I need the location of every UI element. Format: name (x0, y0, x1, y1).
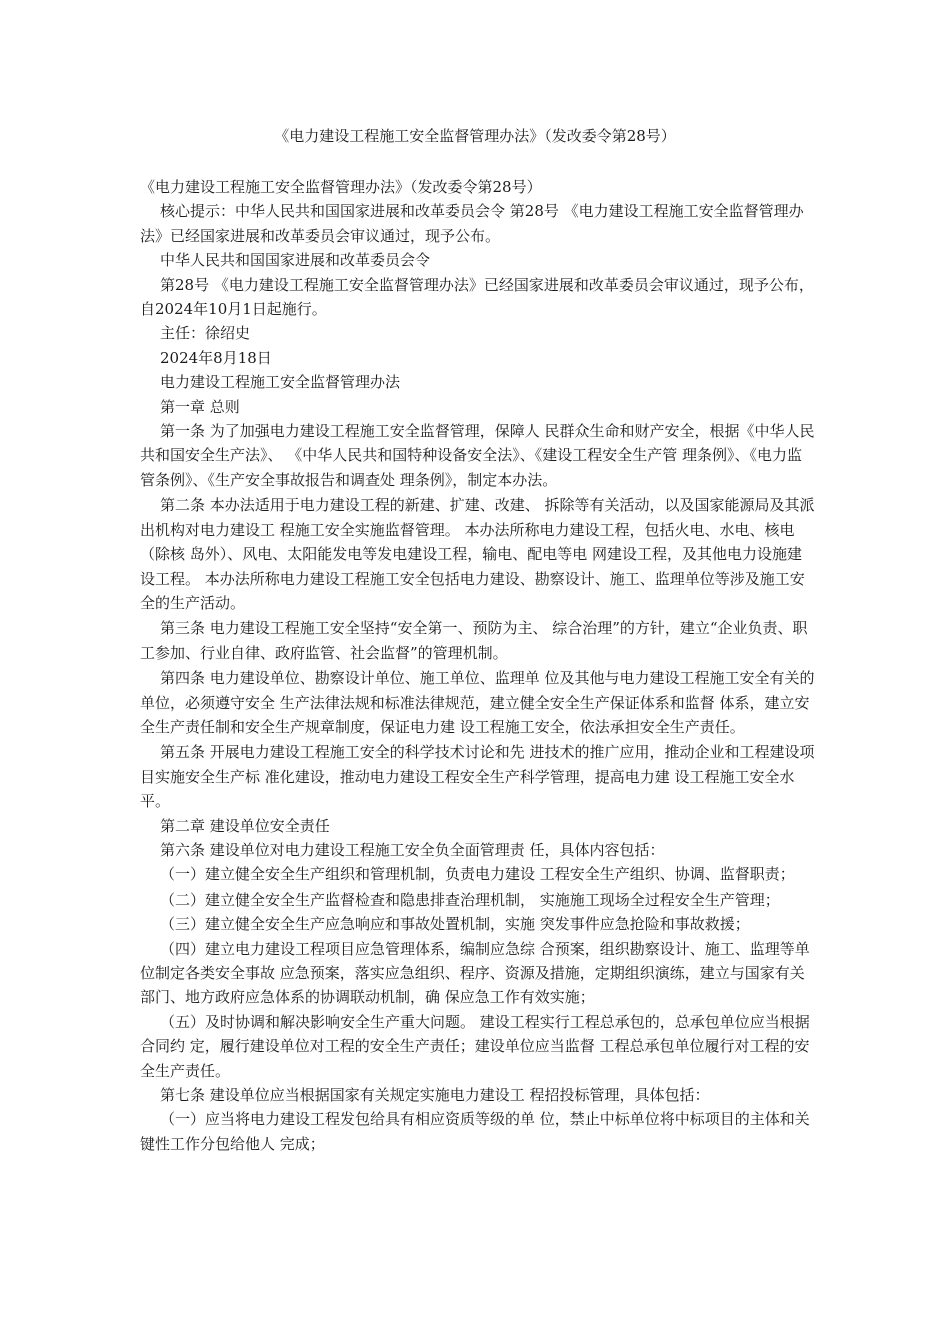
article-5: 第五条 开展电力建设工程施工安全的科学技术讨论和先 进技术的推广应用，推动企业和工程建设项目实施安全生产标 准化建设，推动电力建设工程安全生产科学管理，提高电力建 设工程施工安全水平。 (140, 743, 815, 811)
paragraph-order-number: 第28号 《电力建设工程施工安全监督管理办法》已经国家进展和改革委员会审议通过，现予公布，自2024年10月1日起施行。 (140, 275, 814, 319)
article-7-item-1: （一）应当将电力建设工程发包给具有相应资质等级的单 位，禁止中标单位将中标项目的主体和关键性工作分包给他人 完成； (140, 1110, 810, 1153)
article-2: 第二条 本办法适用于电力建设工程的新建、扩建、改建、 拆除等有关活动，以及国家能源局及其派出机构对电力建设工 程施工安全实施监督管理。 本办法所称电力建设工程，包括火电、水电、核电（除核 岛外）、风电、太阳能发电等发电建设工程，输电、配电等电 网建设工程，及其他电力设施建设工程。 本办法所称电力建设工程施工安全包括电力建设、勘察设计、施工、监理单位等涉及施工安全的生产活动。 (140, 496, 815, 612)
document-body (140, 175, 816, 1156)
paragraph-regulation-title: 电力建设工程施工安全监督管理办法 (160, 373, 401, 392)
article-6-item-3: （三）建立健全安全生产应急响应和事故处置机制，实施 突发事件应急抢险和事故救援； (160, 915, 750, 934)
article-7: 第七条 建设单位应当根据国家有关规定实施电力建设工 程招投标管理，具体包括： (160, 1086, 710, 1105)
article-6: 第六条 建设单位对电力建设工程施工安全负全面管理责 任，具体内容包括： (160, 840, 665, 859)
chapter-heading-2: 第二章 建设单位安全责任 (160, 816, 330, 835)
article-6-item-5: （五）及时协调和解决影响安全生产重大问题。 建设工程实行工程总承包的，总承包单位应当根据合同约 定，履行建设单位对工程的安全生产责任；建设单位应当监督 工程总承包单位履行对工程的安全生产责任。 (140, 1012, 810, 1080)
article-6-item-4: （四）建立电力建设工程项目应急管理体系，编制应急综 合预案，组织勘察设计、施工、监理等单位制定各类安全事故 应急预案，落实应急组织、程序、资源及措施，定期组织演练，建立与国家有关部门、地方政府应急体系的协调联动机制，确 保应急工作有效实施； (140, 939, 810, 1007)
document-title: 《电力建设工程施工安全监督管理办法》（发改委令第28号） (274, 127, 676, 145)
paragraph-date: 2024年8月18日 (160, 348, 272, 367)
chapter-heading-1: 第一章 总则 (160, 397, 240, 416)
paragraph-commission-order: 中华人民共和国国家进展和改革委员会令 (160, 251, 431, 270)
paragraph-heading-repeat: 《电力建设工程施工安全监督管理办法》（发改委令第28号） (140, 178, 542, 196)
article-6-item-2: （二）建立健全安全生产监督检查和隐患排查治理机制， 实施施工现场全过程安全生产管理； (160, 890, 780, 909)
article-1: 第一条 为了加强电力建设工程施工安全监督管理，保障人 民群众生命和财产安全，根据《中华人民共和国安全生产法》、 《中华人民共和国特种设备安全法》、《建设工程安全生产管 理条例》、《电力监管条例》、《生产安全事故报告和调查处 理条例》，制定本办法。 (140, 422, 815, 489)
paragraph-core-tip: 核心提示：中华人民共和国国家进展和改革委员会令 第28号 《电力建设工程施工安全监督管理办法》已经国家进展和改革委员会审议通过，现予公布。 (140, 202, 804, 245)
paragraph-director: 主任：徐绍史 (160, 324, 251, 343)
article-4: 第四条 电力建设单位、勘察设计单位、施工单位、监理单 位及其他与电力建设工程施工安全有关的单位，必须遵守安全 生产法律法规和标准法律规范，建立健全安全生产保证体系和监督 体系，建立安全生产责任制和安全生产规章制度，保证电力建 设工程施工安全，依法承担安全生产责任。 (140, 669, 815, 736)
article-3: 第三条 电力建设工程施工安全坚持“安全第一、预防为主、 综合治理”的方针，建立“企业负责、职工参加、行业自律、政府监管、社会监督”的管理机制。 (140, 619, 808, 662)
article-6-item-1: （一）建立健全安全生产组织和管理机制，负责电力建设 工程安全生产组织、协调、监督职责； (160, 865, 795, 884)
